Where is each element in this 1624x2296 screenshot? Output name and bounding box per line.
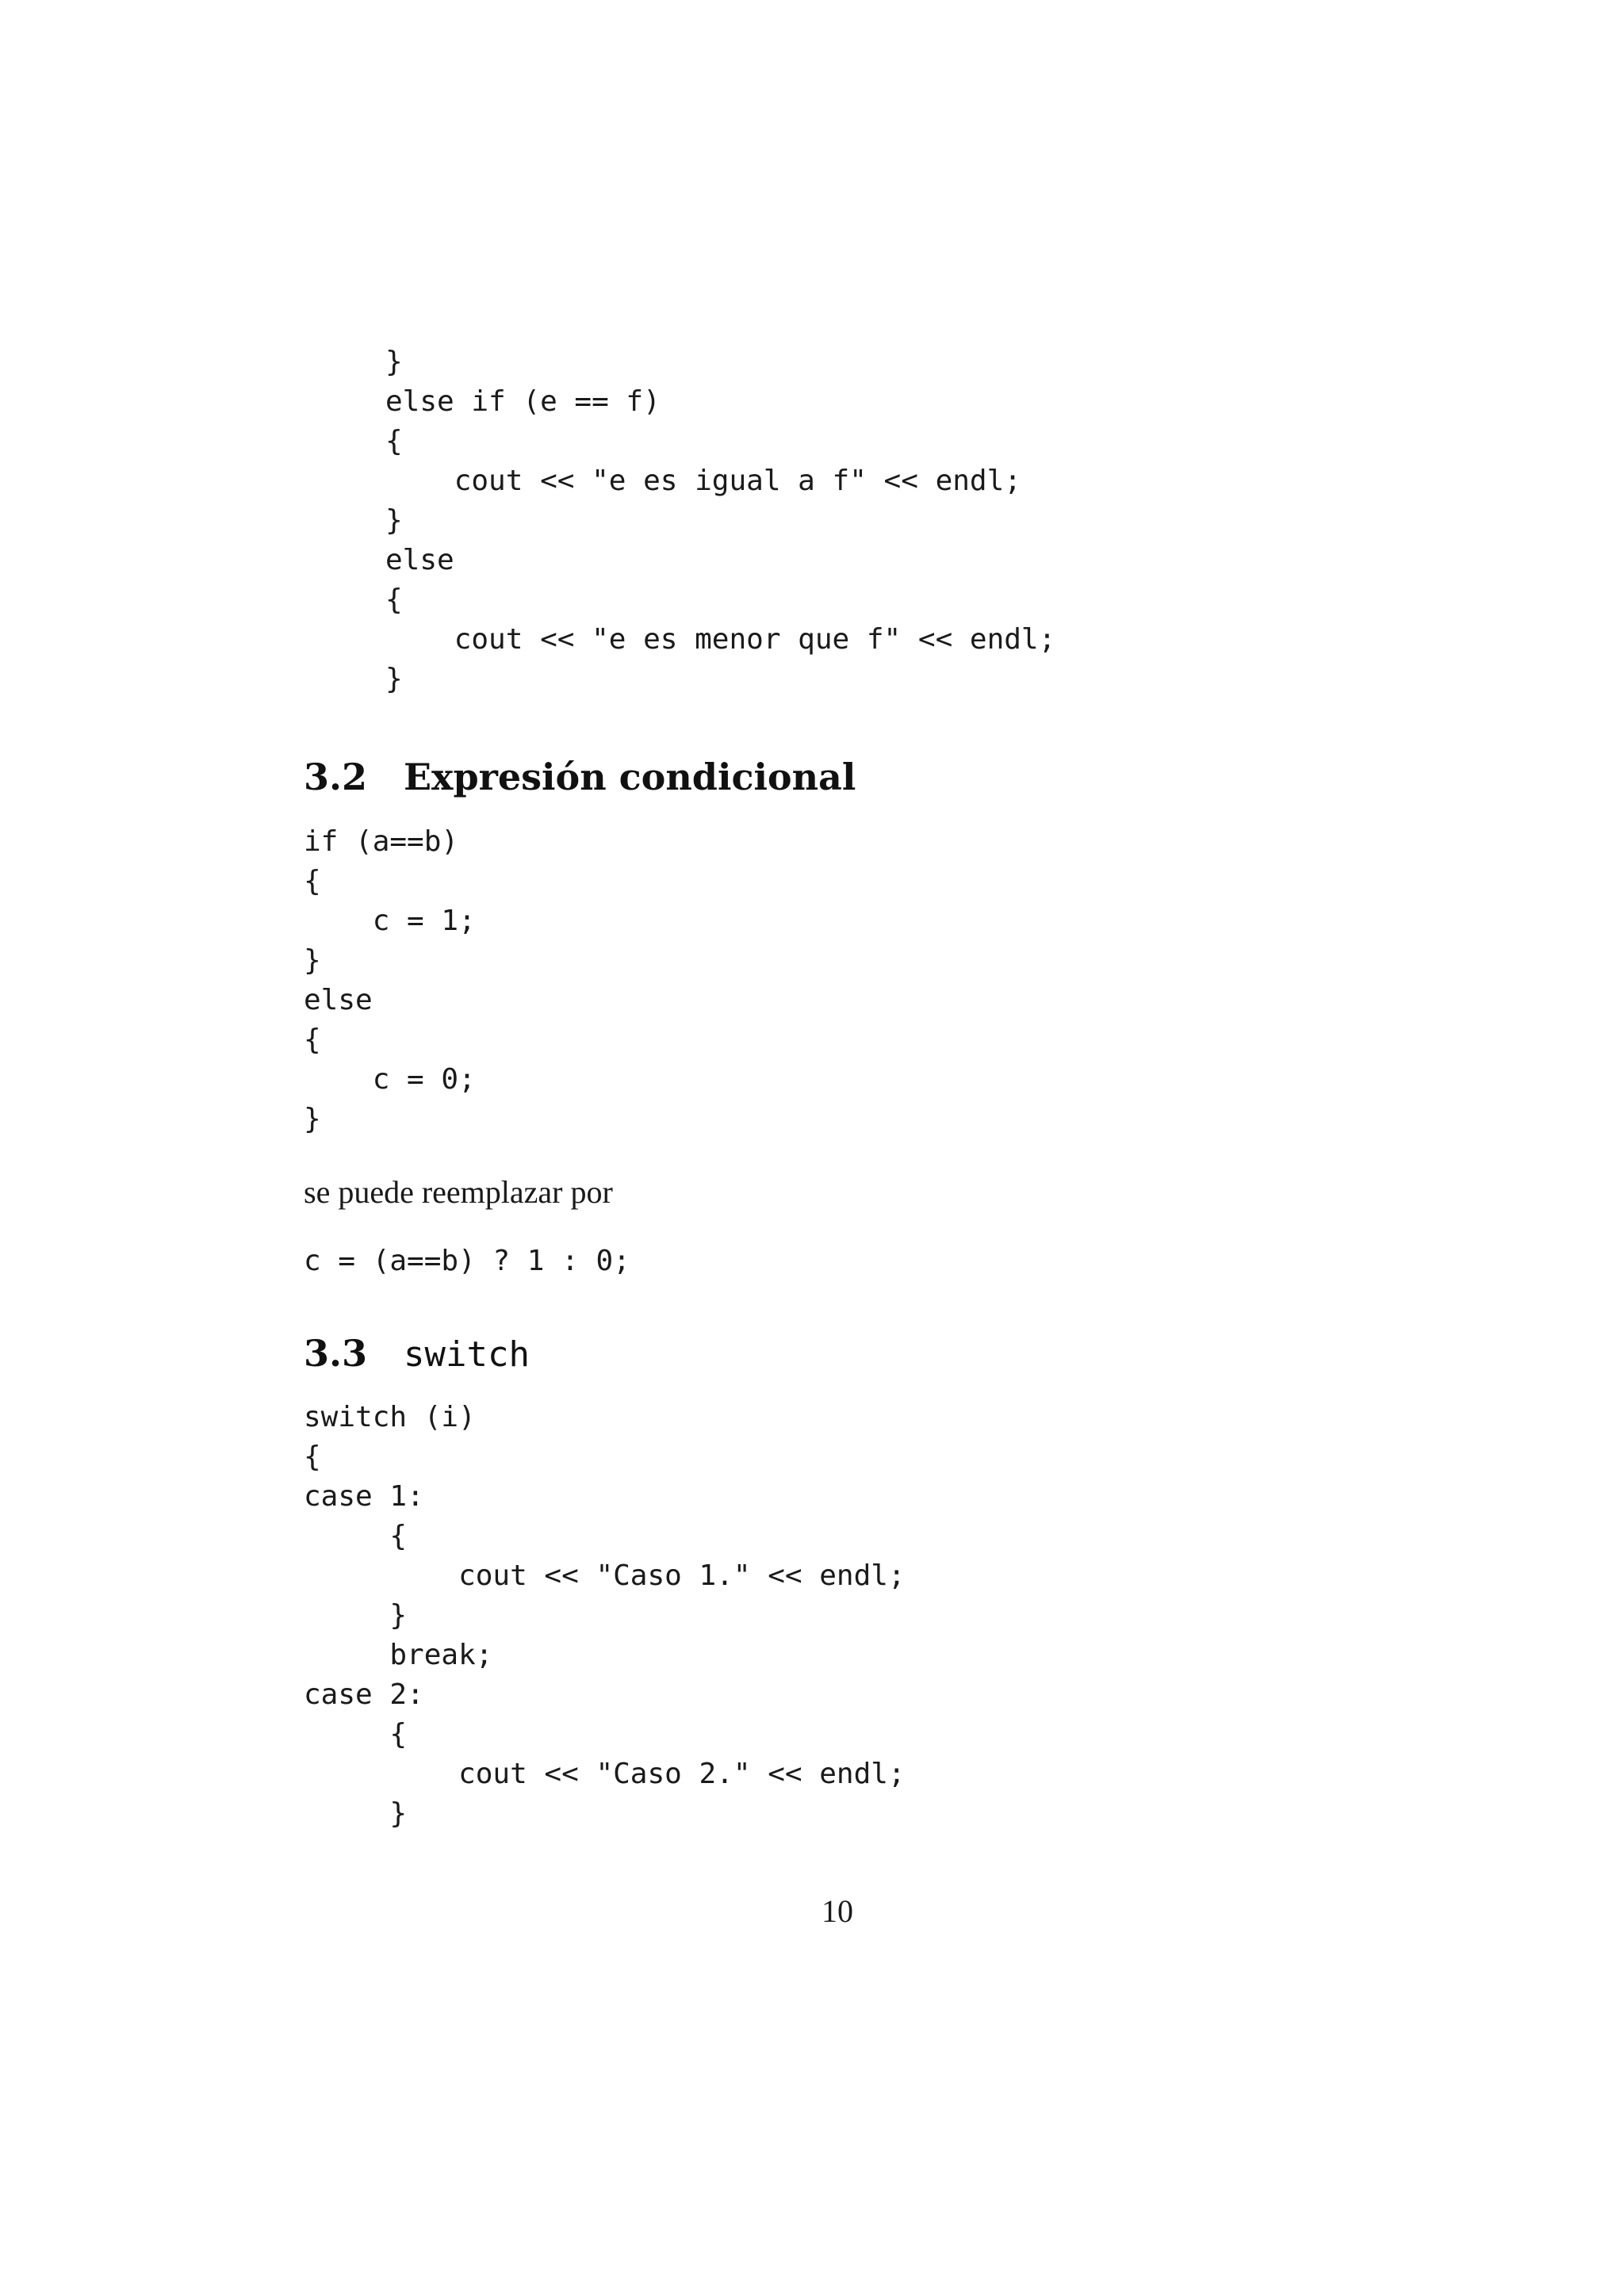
code-line: break; <box>304 1639 493 1671</box>
code-line: c = (a==b) ? 1 : 0; <box>304 1245 630 1277</box>
section-title: Expresión condicional <box>404 756 856 798</box>
code-line: else <box>385 544 454 576</box>
body-paragraph: se puede reemplazar por <box>304 1174 613 1210</box>
code-block-if-else-chain <box>385 342 1055 699</box>
code-line: } <box>304 1599 408 1632</box>
code-block-ternary <box>304 1242 630 1281</box>
code-line: case 2: <box>304 1678 424 1711</box>
code-line: } <box>385 663 403 695</box>
code-line: case 1: <box>304 1480 424 1513</box>
code-line: if (a==b) <box>304 825 459 858</box>
code-line: { <box>304 865 321 897</box>
code-line: cout << "e es menor que f" << endl; <box>385 623 1056 656</box>
section-title: switch <box>404 1334 530 1375</box>
code-line: } <box>304 944 321 977</box>
code-line: else <box>304 984 373 1016</box>
code-line: } <box>385 504 403 537</box>
code-line: { <box>304 1024 321 1056</box>
code-line: { <box>385 425 403 457</box>
section-heading-3-2 <box>304 753 856 801</box>
code-line: cout << "Caso 1." << endl; <box>304 1559 906 1592</box>
code-line: } <box>304 1797 408 1830</box>
code-line: else if (e == f) <box>385 385 661 418</box>
code-block-switch <box>304 1398 906 1834</box>
code-line: c = 0; <box>304 1063 476 1096</box>
section-heading-3-3 <box>304 1330 530 1379</box>
code-line: cout << "e es igual a f" << endl; <box>385 465 1021 497</box>
code-line: { <box>304 1441 321 1473</box>
code-block-if-assign <box>304 822 476 1139</box>
code-line: cout << "Caso 2." << endl; <box>304 1758 906 1790</box>
code-line: } <box>304 1103 321 1135</box>
code-line: { <box>304 1520 408 1552</box>
code-line: } <box>385 346 403 378</box>
code-line: switch (i) <box>304 1401 476 1433</box>
code-line: { <box>385 584 403 616</box>
page-number: 10 <box>822 1893 853 1929</box>
code-line: { <box>304 1718 408 1751</box>
code-line: c = 1; <box>304 905 476 937</box>
section-number: 3.2 <box>304 756 368 798</box>
section-number: 3.3 <box>304 1332 368 1375</box>
